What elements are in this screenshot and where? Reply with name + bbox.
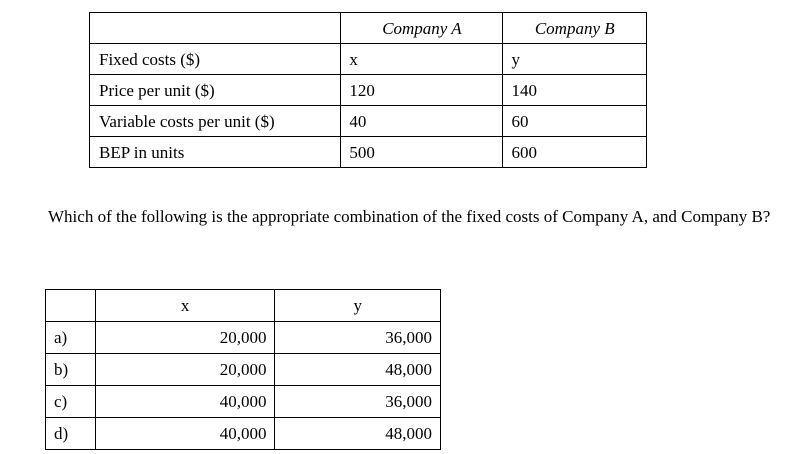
company-b-value: 600 [503, 137, 647, 168]
option-x-value: 40,000 [95, 386, 275, 418]
option-x-value: 20,000 [95, 322, 275, 354]
option-key: d) [46, 418, 96, 450]
option-x-value: 20,000 [95, 354, 275, 386]
cost-table [89, 12, 647, 168]
header-company-a: Company A [341, 13, 503, 44]
table-header-row [46, 290, 441, 322]
option-key: c) [46, 386, 96, 418]
table-row [90, 75, 647, 106]
option-y-value: 48,000 [275, 354, 441, 386]
header-blank-cell [46, 290, 96, 322]
table-row [90, 44, 647, 75]
option-row[interactable] [46, 386, 441, 418]
option-row[interactable] [46, 354, 441, 386]
row-label: BEP in units [90, 137, 341, 168]
question-text: Which of the following is the appropriate combination of the fixed costs of Company A, and Company B? [48, 207, 771, 226]
table-row [90, 106, 647, 137]
company-a-value: 40 [341, 106, 503, 137]
company-b-value: y [503, 44, 647, 75]
option-row[interactable] [46, 418, 441, 450]
row-label: Variable costs per unit ($) [90, 106, 341, 137]
answer-options-table [45, 289, 441, 450]
option-y-value: 36,000 [275, 322, 441, 354]
company-b-value: 140 [503, 75, 647, 106]
option-key: b) [46, 354, 96, 386]
company-a-value: 120 [341, 75, 503, 106]
header-company-b: Company B [503, 13, 647, 44]
option-key: a) [46, 322, 96, 354]
option-y-value: 36,000 [275, 386, 441, 418]
company-a-value: x [341, 44, 503, 75]
header-x: x [95, 290, 275, 322]
option-row[interactable] [46, 322, 441, 354]
company-b-value: 60 [503, 106, 647, 137]
header-blank-cell [90, 13, 341, 44]
row-label: Fixed costs ($) [90, 44, 341, 75]
option-x-value: 40,000 [95, 418, 275, 450]
option-y-value: 48,000 [275, 418, 441, 450]
row-label: Price per unit ($) [90, 75, 341, 106]
table-row [90, 137, 647, 168]
table-header-row [90, 13, 647, 44]
company-a-value: 500 [341, 137, 503, 168]
header-y: y [275, 290, 441, 322]
